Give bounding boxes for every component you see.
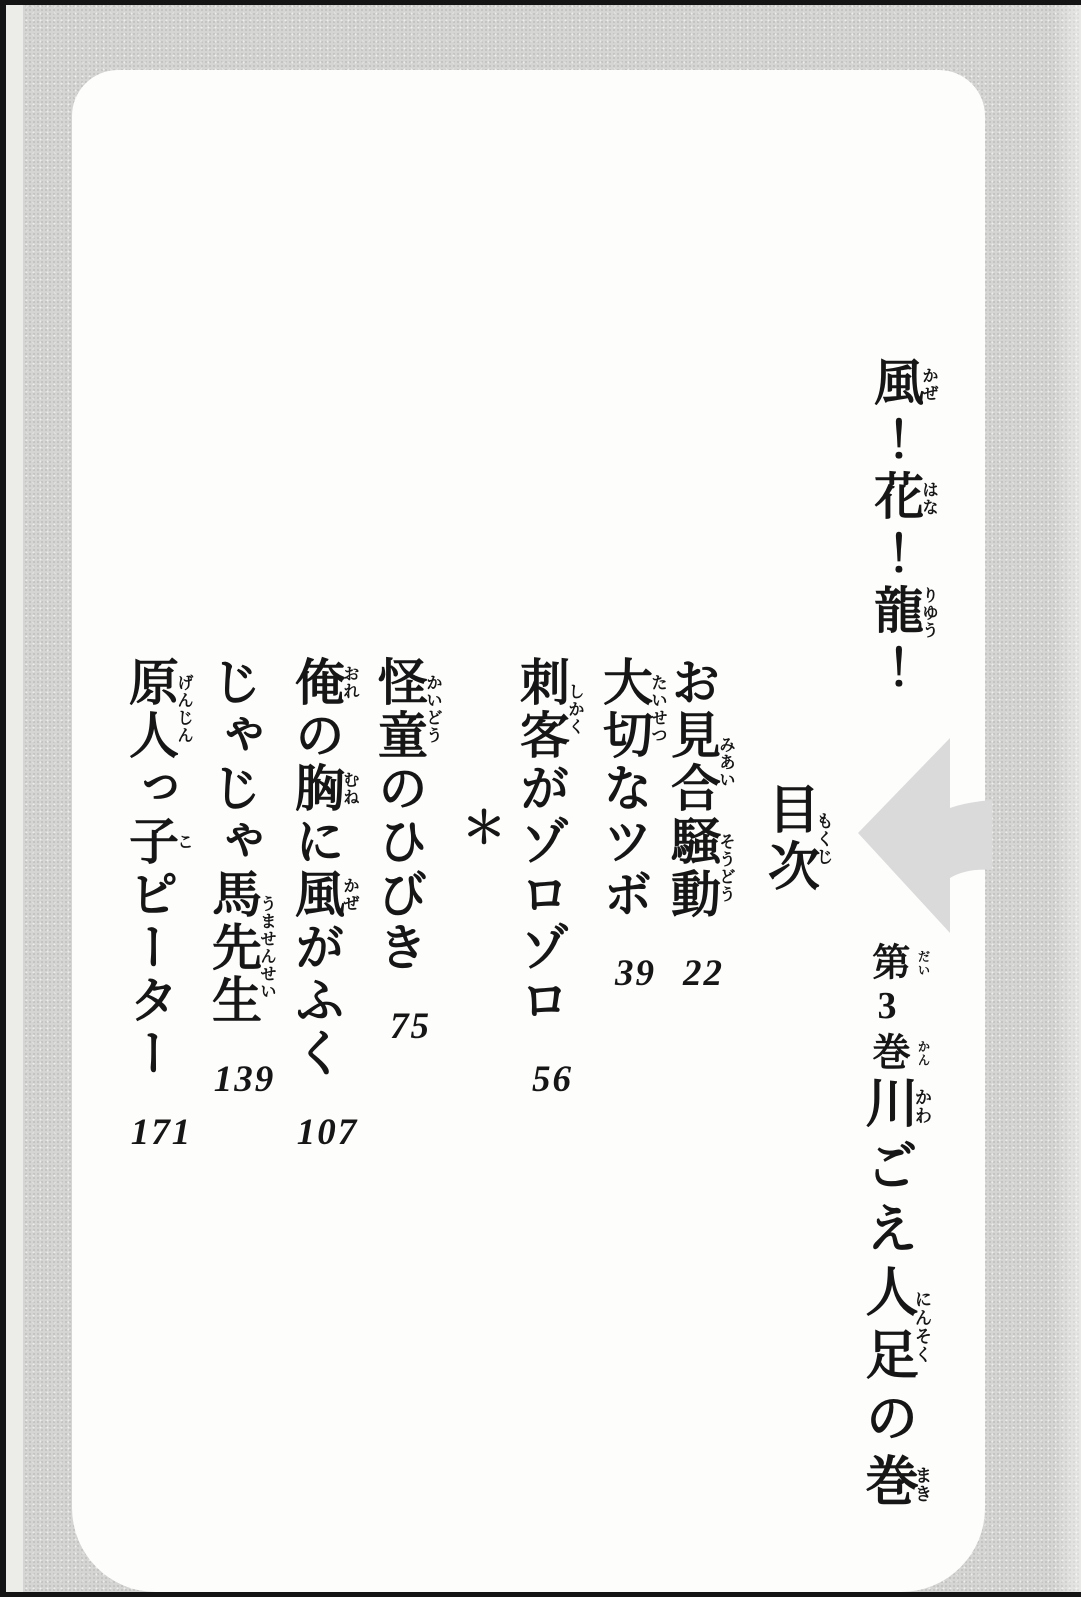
ruby-text: 花はな xyxy=(867,470,939,527)
text-run: に xyxy=(288,815,344,868)
ruby-text: 川かわ xyxy=(858,1075,933,1138)
left-arrow-icon xyxy=(852,736,992,936)
ruby-text: 龍りゆう xyxy=(867,584,939,641)
ruby-text: 風かぜ xyxy=(288,868,360,921)
volume-subtitle xyxy=(858,1075,933,1516)
text-run: っ xyxy=(122,762,178,815)
toc-entry xyxy=(371,656,443,1216)
ruby-text: 刺客しかく xyxy=(513,656,585,762)
left-frame-bar xyxy=(0,0,6,1597)
text-run: ピーター xyxy=(122,868,178,1080)
text-run: なツボ xyxy=(596,762,652,921)
text-run: がゾロゾロ xyxy=(513,762,569,1027)
text-run: ！ xyxy=(867,527,923,584)
entry-page-number: 107 xyxy=(296,1112,359,1153)
text-run: ！ xyxy=(867,413,923,470)
ruby-text: 見合みあい xyxy=(664,709,736,815)
text-run: ！ xyxy=(867,641,923,698)
ruby-text: 人足にんそく xyxy=(858,1264,933,1390)
text-run: の xyxy=(288,709,344,762)
toc-entry xyxy=(513,656,585,1216)
ruby-text: 巻 かん xyxy=(866,1032,930,1075)
series-title xyxy=(862,356,938,698)
ruby-text: 原人げんじん xyxy=(122,656,194,762)
ruby-text: 俺おれ xyxy=(288,656,360,709)
ruby-text: 怪童かいどう xyxy=(371,656,443,762)
entry-page-number: 139 xyxy=(213,1059,276,1100)
ruby-text: 大切たいせつ xyxy=(596,656,668,762)
asterisk-glyph: ＊ xyxy=(455,804,504,848)
bottom-frame-bar xyxy=(0,1592,1081,1597)
entry-page-number: 56 xyxy=(531,1059,573,1100)
toc-entry xyxy=(664,656,736,1216)
ruby-text: 風かぜ xyxy=(867,356,939,413)
toc-list xyxy=(95,656,735,1216)
text-run: がふく xyxy=(288,921,344,1080)
text-run: の xyxy=(858,1390,916,1453)
right-edge-highlight xyxy=(1053,0,1081,1597)
ruby-text: 子こ xyxy=(122,815,194,868)
top-frame-bar xyxy=(0,0,1081,5)
toc-entry xyxy=(596,656,668,1216)
ruby-text: 目次もくじ xyxy=(759,782,833,896)
toc-entry xyxy=(122,656,194,1216)
toc-heading xyxy=(754,782,832,896)
toc-entry xyxy=(205,656,277,1216)
ruby-text: 馬先生うませんせい xyxy=(205,868,277,1027)
entry-page-number: 75 xyxy=(389,1006,431,1047)
ruby-text: 巻まき xyxy=(858,1453,933,1516)
volume-title xyxy=(850,942,932,1516)
left-edge-highlight xyxy=(6,5,23,1592)
toc-separator xyxy=(455,656,504,1216)
ruby-text: 騒動そうどう xyxy=(664,815,736,921)
text-run: ごえ xyxy=(858,1138,916,1264)
volume-number xyxy=(866,942,930,1075)
ruby-text: 胸むね xyxy=(288,762,360,815)
text-run: のひびき xyxy=(371,762,427,974)
entry-page-number: 22 xyxy=(682,953,724,994)
entry-page-number: 39 xyxy=(614,953,656,994)
text-run: お xyxy=(664,656,720,709)
text-run: 3 xyxy=(866,985,908,1032)
entry-page-number: 171 xyxy=(130,1112,193,1153)
text-run: じゃじゃ xyxy=(205,656,261,868)
toc-entry xyxy=(288,656,360,1216)
ruby-text: 第 だい xyxy=(866,942,930,985)
